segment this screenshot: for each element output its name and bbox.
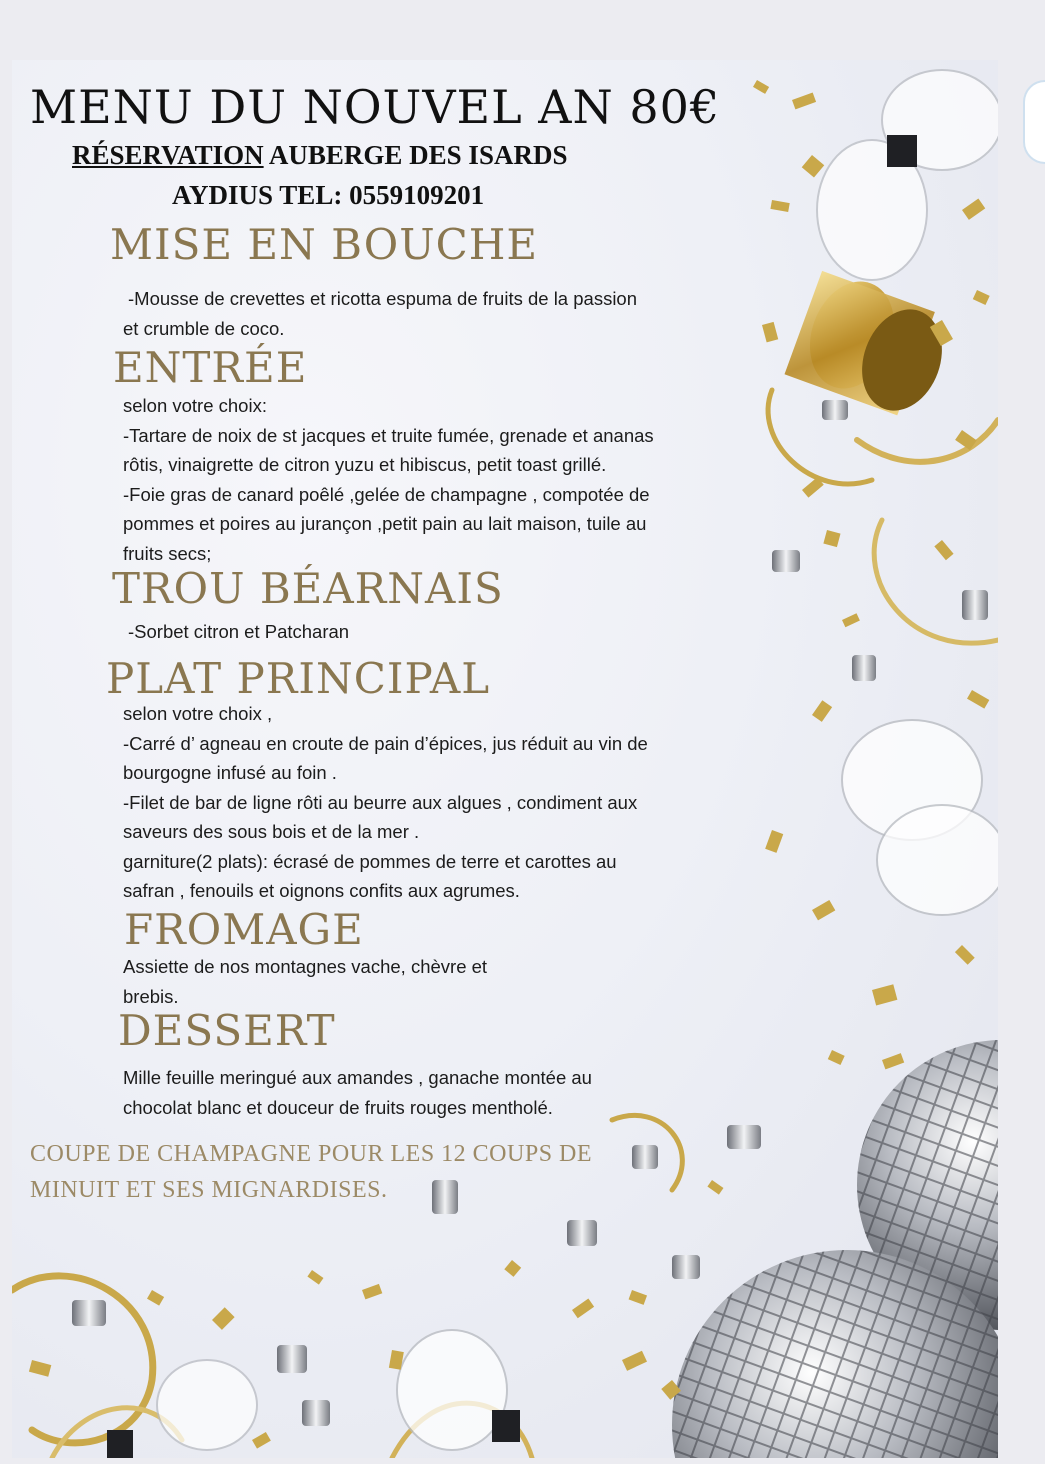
section-title-trou-bearnais: TROU BÉARNAIS bbox=[112, 564, 504, 613]
champagne-note bbox=[30, 1136, 592, 1208]
reservation-line bbox=[72, 140, 567, 171]
champagne-note-line: COUPE DE CHAMPAGNE POUR LES 12 COUPS DE bbox=[30, 1141, 593, 1167]
menu-line: -Sorbet citron et Patcharan bbox=[128, 621, 350, 642]
section-title-plat-principal: PLAT PRINCIPAL bbox=[106, 654, 491, 703]
menu-line: garniture(2 plats): écrasé de pommes de terre et carottes au bbox=[123, 850, 617, 872]
section-title-dessert: DESSERT bbox=[118, 1006, 336, 1055]
section-body-plat-principal bbox=[123, 699, 648, 906]
menu-line: selon votre choix: bbox=[123, 395, 267, 416]
menu-line: bourgogne infusé au foin . bbox=[123, 762, 337, 783]
section-body-entree bbox=[123, 391, 654, 568]
menu-line: -Foie gras de canard poêlé ,gelée de champagne , compotée de bbox=[123, 483, 650, 505]
menu-line: -Tartare de noix de st jacques et truite fumée, grenade et ananas bbox=[123, 424, 654, 446]
menu-line: et crumble de coco. bbox=[123, 317, 285, 339]
section-body-dessert bbox=[123, 1063, 592, 1122]
section-body-trou-bearnais bbox=[128, 617, 349, 647]
menu-line: fruits secs; bbox=[123, 542, 212, 564]
menu-line: -Carré d’ agneau en croute de pain d’épices, jus réduit au vin de bbox=[123, 732, 648, 754]
menu-line: -Mousse de crevettes et ricotta espuma de fruits de la passion bbox=[128, 288, 638, 309]
menu-line: rôtis, vinaigrette de citron yuzu et hibiscus, petit toast grillé. bbox=[123, 454, 607, 475]
gold-ribbon-spool bbox=[784, 270, 955, 422]
menu-line: Assiette de nos montagnes vache, chèvre et bbox=[123, 956, 488, 977]
menu-line: -Filet de bar de ligne rôti au beurre aux algues , condiment aux bbox=[123, 791, 638, 813]
reservation-label: RÉSERVATION bbox=[72, 140, 264, 170]
menu-line: Mille feuille meringué aux amandes , ganache montée au bbox=[123, 1067, 592, 1088]
menu-line: brebis. bbox=[123, 985, 179, 1007]
champagne-note-line: MINUIT ET SES MIGNARDISES. bbox=[30, 1177, 388, 1203]
menu-line: saveurs des sous bois et de la mer . bbox=[123, 821, 420, 842]
menu-line: pommes et poires au jurançon ,petit pain au lait maison, tuile au bbox=[123, 513, 647, 534]
edge-decoration bbox=[1023, 80, 1045, 164]
menu-line: selon votre choix , bbox=[123, 703, 273, 724]
menu-title: MENU DU NOUVEL AN 80€ bbox=[30, 80, 721, 134]
menu-poster bbox=[12, 60, 998, 1458]
section-title-mise-en-bouche: MISE EN BOUCHE bbox=[110, 220, 539, 269]
section-title-entree: ENTRÉE bbox=[113, 343, 308, 392]
menu-line: safran , fenouils et oignons confits aux agrumes. bbox=[123, 880, 520, 901]
auberge-name: AUBERGE DES ISARDS bbox=[263, 140, 568, 170]
location-phone: AYDIUS TEL: 0559109201 bbox=[172, 180, 485, 210]
section-body-mise-en-bouche bbox=[123, 284, 637, 343]
section-body-fromage bbox=[123, 952, 487, 1011]
menu-line: chocolat blanc et douceur de fruits rouges mentholé. bbox=[123, 1096, 553, 1118]
section-title-fromage: FROMAGE bbox=[124, 905, 364, 954]
